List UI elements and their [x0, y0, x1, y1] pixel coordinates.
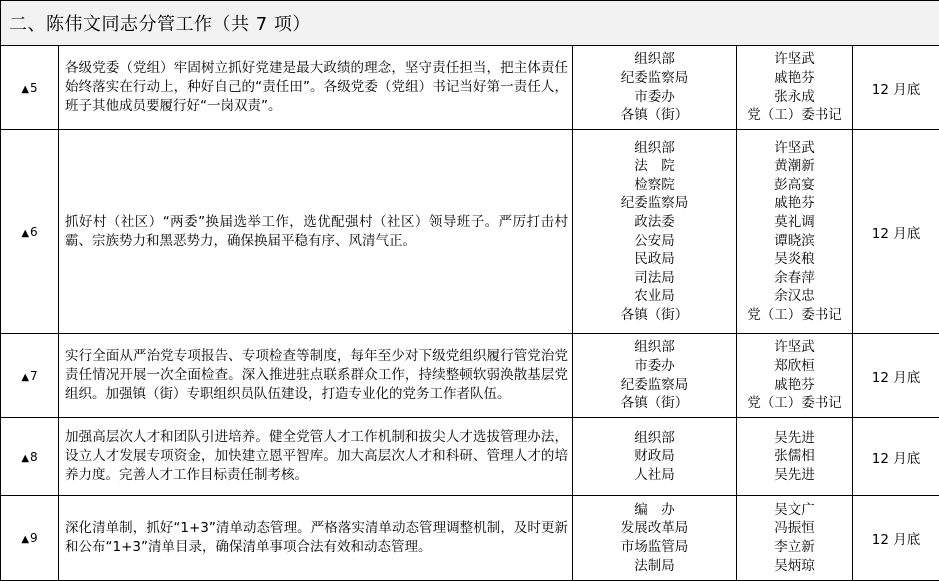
department: 市委办: [573, 88, 736, 107]
leader: 吴炳琼: [737, 557, 852, 576]
item-number: 8: [30, 450, 38, 464]
task-description: 各级党委（党组）牢固树立抓好党建是最大政绩的理念，坚守责任担当，把主体责任始终落实在行动上，种好自己的“责任田”。各级党委（党组）书记当好第一责任人，班子其他成员要履行好“一岗双责”。: [59, 46, 573, 130]
department: 组织部: [573, 338, 736, 357]
leader: 许坚武: [737, 139, 852, 158]
deadline: 12 月底: [853, 418, 939, 496]
task-description: 深化清单制，抓好“1+3”清单动态管理。严格落实清单动态管理调整机制，及时更新和公布“1+3”清单目录，确保清单事项合法有效和动态管理。: [59, 496, 573, 581]
responsible-departments: [573, 418, 737, 496]
section-header-row: [1, 1, 939, 46]
responsible-leaders: [737, 334, 853, 418]
department: 各镇（街）: [573, 306, 736, 325]
leader: 冯振恒: [737, 519, 852, 538]
task-description: 加强高层次人才和团队引进培养。健全党管人才工作机制和拔尖人才选拔管理办法，设立人才发展专项资金，加快建立恩平智库。加大高层次人才和科研、管理人才的培养力度。完善人才工作目标责任制考核。: [59, 418, 573, 496]
responsible-leaders: [737, 46, 853, 130]
item-number: 7: [30, 369, 38, 383]
leader: 谭晓滨: [737, 232, 852, 251]
responsible-departments: [573, 496, 737, 581]
department: 各镇（街）: [573, 106, 736, 125]
department: 农业局: [573, 287, 736, 306]
triangle-marker-icon: ▲: [21, 534, 29, 545]
leader: 吴先进: [737, 429, 852, 448]
item-number: 6: [30, 225, 38, 239]
section-title: 二、陈伟文同志分管工作（共 7 项）: [1, 1, 939, 46]
table-row: [1, 418, 939, 496]
department: 组织部: [573, 429, 736, 448]
leader: 郑欣桓: [737, 357, 852, 376]
item-number: 5: [30, 81, 38, 95]
item-number-cell: [1, 130, 59, 334]
department: 政法委: [573, 213, 736, 232]
responsible-leaders: [737, 418, 853, 496]
leader: 余春萍: [737, 269, 852, 288]
deadline: 12 月底: [853, 496, 939, 581]
department: 人社局: [573, 466, 736, 485]
responsible-leaders: [737, 130, 853, 334]
triangle-marker-icon: ▲: [21, 372, 29, 383]
department: 纪委监察局: [573, 194, 736, 213]
triangle-marker-icon: ▲: [21, 84, 29, 95]
triangle-marker-icon: ▲: [21, 453, 29, 464]
table-row: [1, 130, 939, 334]
leader: 黄潮新: [737, 157, 852, 176]
department: 民政局: [573, 250, 736, 269]
department: 公安局: [573, 232, 736, 251]
department: 检察院: [573, 176, 736, 195]
department: 发展改革局: [573, 519, 736, 538]
responsible-departments: [573, 130, 737, 334]
leader: 戚艳芬: [737, 69, 852, 88]
leader: 张儒相: [737, 447, 852, 466]
task-description: 抓好村（社区）“两委”换届选举工作，选优配强村（社区）领导班子。严厉打击村霸、宗族势力和黑恶势力，确保换届平稳有序、风清气正。: [59, 130, 573, 334]
department: 市委办: [573, 357, 736, 376]
deadline: 12 月底: [853, 334, 939, 418]
department: 财政局: [573, 447, 736, 466]
leader: 彭高宴: [737, 176, 852, 195]
leader: 许坚武: [737, 338, 852, 357]
table-row: [1, 496, 939, 581]
leader: 李立新: [737, 538, 852, 557]
department: 市场监管局: [573, 538, 736, 557]
department: 组织部: [573, 50, 736, 69]
department: 司法局: [573, 269, 736, 288]
department: 纪委监察局: [573, 376, 736, 395]
task-description: 实行全面从严治党专项报告、专项检查等制度，每年至少对下级党组织履行管党治党责任情况开展一次全面检查。深入推进驻点联系群众工作，持续整顿软弱涣散基层党组织。加强镇（街）专职组织员队伍建设，打造专业化的党务工作者队伍。: [59, 334, 573, 418]
responsible-departments: [573, 46, 737, 130]
deadline: 12 月底: [853, 46, 939, 130]
leader: 莫礼调: [737, 213, 852, 232]
department: 法 院: [573, 157, 736, 176]
leader: 党（工）委书记: [737, 306, 852, 325]
item-number-cell: [1, 334, 59, 418]
leader: 吴炎稂: [737, 250, 852, 269]
item-number-cell: [1, 418, 59, 496]
table-row: [1, 334, 939, 418]
triangle-marker-icon: ▲: [21, 228, 29, 239]
table-row: [1, 46, 939, 130]
department: 组织部: [573, 139, 736, 158]
deadline: 12 月底: [853, 130, 939, 334]
leader: 张永成: [737, 88, 852, 107]
leader: 许坚武: [737, 50, 852, 69]
leader: 戚艳芬: [737, 194, 852, 213]
leader: 吴先进: [737, 466, 852, 485]
leader: 党（工）委书记: [737, 394, 852, 413]
item-number: 9: [30, 531, 38, 545]
leader: 戚艳芬: [737, 376, 852, 395]
department: 各镇（街）: [573, 394, 736, 413]
item-number-cell: [1, 496, 59, 581]
leader: 余汉忠: [737, 287, 852, 306]
item-number-cell: [1, 46, 59, 130]
department: 法制局: [573, 557, 736, 576]
department: 编 办: [573, 501, 736, 520]
responsible-departments: [573, 334, 737, 418]
department: 纪委监察局: [573, 69, 736, 88]
leader: 吴文广: [737, 501, 852, 520]
leader: 党（工）委书记: [737, 106, 852, 125]
responsible-leaders: [737, 496, 853, 581]
